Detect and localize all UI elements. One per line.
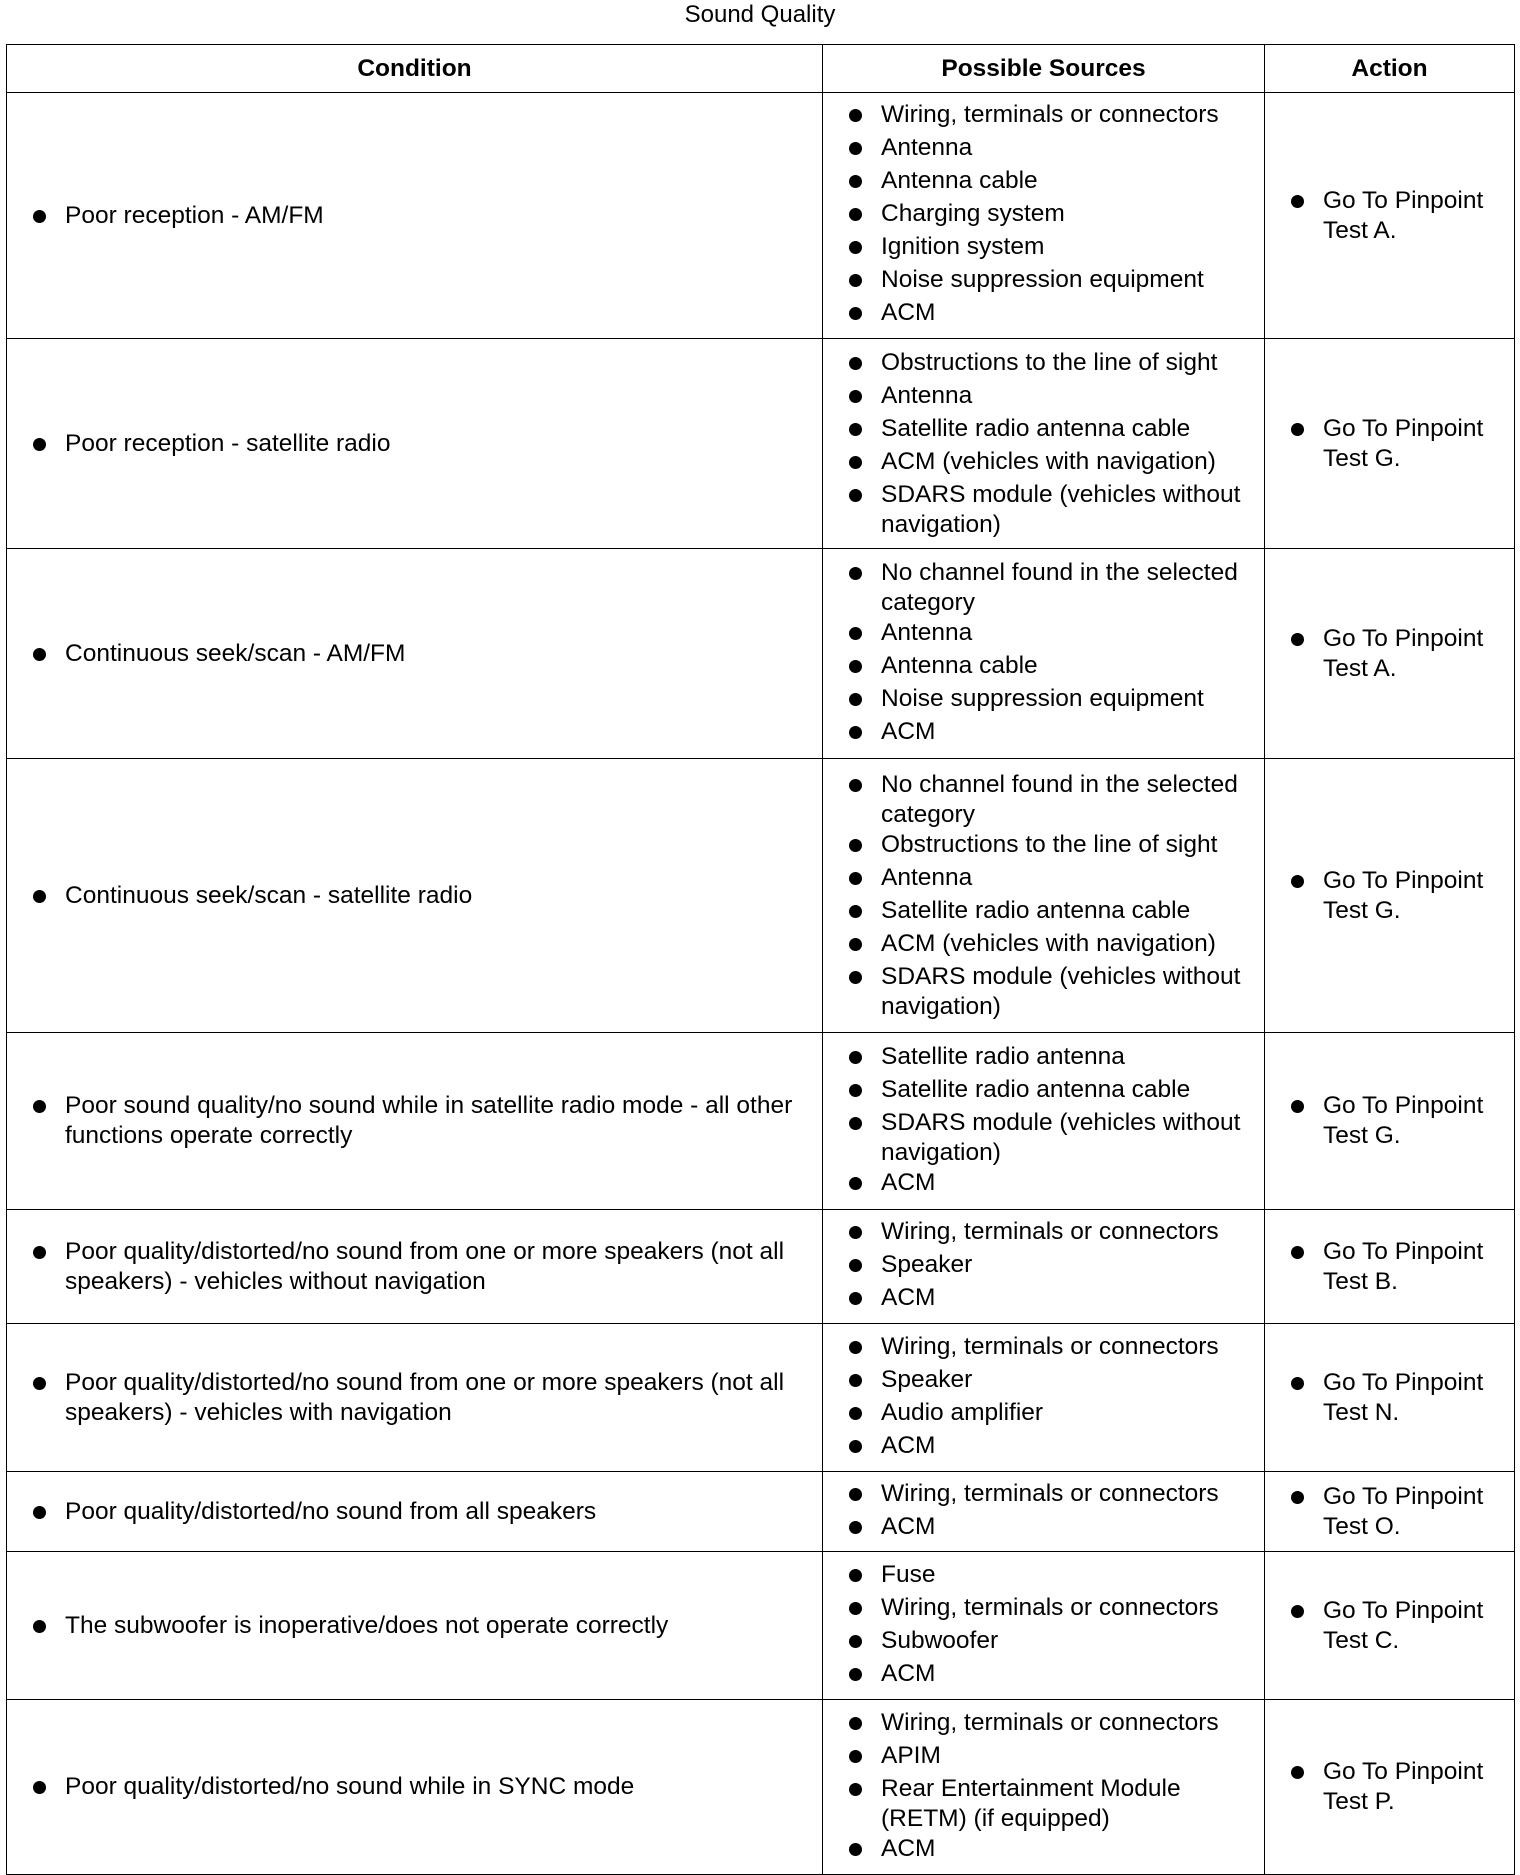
sources-list [881,558,1256,750]
source-item: Speaker [881,1365,1256,1398]
action-cell [1265,759,1515,1033]
sources-list [881,1217,1256,1316]
condition-cell [7,1552,823,1700]
table-row [7,1210,1515,1324]
source-item: Wiring, terminals or connectors [881,100,1256,133]
action-cell [1265,1700,1515,1875]
header-action: Action [1265,45,1515,93]
header-condition: Condition [7,45,823,93]
source-item: ACM [881,1512,1256,1545]
action-cell [1265,339,1515,549]
sources-list [881,1042,1256,1201]
condition-cell [7,1700,823,1875]
condition-text: The subwoofer is inoperative/does not operate correctly [65,1611,814,1641]
condition-cell [7,1033,823,1210]
sources-list [881,770,1256,1022]
condition-text: Continuous seek/scan - satellite radio [65,881,814,911]
condition-cell [7,1210,823,1324]
source-item: ACM [881,1834,1256,1867]
source-item: Noise suppression equipment [881,265,1256,298]
source-item: Noise suppression equipment [881,684,1256,717]
action-text: Go To Pinpoint Test B. [1323,1237,1506,1297]
table-row [7,1033,1515,1210]
sources-list [881,1332,1256,1464]
source-item: Antenna [881,133,1256,166]
action-text: Go To Pinpoint Test A. [1323,186,1506,246]
source-item: Antenna [881,863,1256,896]
sources-cell [823,1552,1265,1700]
source-item: Wiring, terminals or connectors [881,1217,1256,1250]
source-item: APIM [881,1741,1256,1774]
action-cell [1265,93,1515,339]
table-row [7,93,1515,339]
action-cell [1265,1552,1515,1700]
source-item: No channel found in the selected category [881,558,1256,618]
action-cell [1265,1324,1515,1472]
action-text: Go To Pinpoint Test G. [1323,1091,1506,1151]
condition-cell [7,93,823,339]
condition-cell [7,1324,823,1472]
sources-cell [823,549,1265,759]
sources-cell [823,339,1265,549]
table-row [7,1700,1515,1875]
source-item: No channel found in the selected category [881,770,1256,830]
source-item: Satellite radio antenna [881,1042,1256,1075]
source-item: SDARS module (vehicles without navigation) [881,1108,1256,1168]
source-item: ACM [881,1659,1256,1692]
sources-cell [823,93,1265,339]
source-item: SDARS module (vehicles without navigation) [881,962,1256,1022]
table-row [7,1552,1515,1700]
page-title-text: Sound Quality [684,1,836,28]
sources-cell [823,1324,1265,1472]
source-item: Antenna cable [881,651,1256,684]
source-item: Satellite radio antenna cable [881,414,1256,447]
condition-text: Poor quality/distorted/no sound while in SYNC mode [65,1772,814,1802]
sources-list [881,1708,1256,1867]
action-text: Go To Pinpoint Test O. [1323,1482,1506,1542]
header-row [7,45,1515,93]
action-text: Go To Pinpoint Test N. [1323,1368,1506,1428]
source-item: Obstructions to the line of sight [881,348,1256,381]
source-item: Rear Entertainment Module (RETM) (if equipped) [881,1774,1256,1834]
source-item: Subwoofer [881,1626,1256,1659]
table-row [7,1472,1515,1552]
table-row [7,549,1515,759]
table-row [7,1324,1515,1472]
sources-cell [823,1472,1265,1552]
condition-cell [7,759,823,1033]
source-item: Wiring, terminals or connectors [881,1332,1256,1365]
source-item: ACM (vehicles with navigation) [881,929,1256,962]
condition-text: Poor reception - AM/FM [65,201,814,231]
source-item: Wiring, terminals or connectors [881,1708,1256,1741]
action-cell [1265,1033,1515,1210]
source-item: SDARS module (vehicles without navigation) [881,480,1256,540]
condition-cell [7,549,823,759]
condition-cell [7,1472,823,1552]
source-item: ACM [881,1168,1256,1201]
condition-text: Poor sound quality/no sound while in satellite radio mode - all other functions operate correctly [65,1091,814,1151]
source-item: ACM [881,717,1256,750]
condition-text: Poor quality/distorted/no sound from one or more speakers (not all speakers) - vehicles with navigation [65,1368,814,1428]
source-item: Antenna [881,618,1256,651]
condition-cell [7,339,823,549]
action-text: Go To Pinpoint Test C. [1323,1596,1506,1656]
table-row [7,339,1515,549]
action-cell [1265,1472,1515,1552]
source-item: Charging system [881,199,1256,232]
source-item: ACM [881,298,1256,331]
sources-list [881,1479,1256,1545]
action-text: Go To Pinpoint Test G. [1323,414,1506,474]
source-item: ACM [881,1431,1256,1464]
action-text: Go To Pinpoint Test G. [1323,866,1506,926]
sources-list [881,100,1256,331]
action-cell [1265,549,1515,759]
sources-list [881,1560,1256,1692]
source-item: Fuse [881,1560,1256,1593]
sources-cell [823,1033,1265,1210]
source-item: Satellite radio antenna cable [881,1075,1256,1108]
sources-cell [823,759,1265,1033]
action-text: Go To Pinpoint Test A. [1323,624,1506,684]
sound-quality-table [6,44,1515,1875]
header-possible-sources: Possible Sources [823,45,1265,93]
table-row [7,759,1515,1033]
sources-list [881,348,1256,540]
condition-text: Poor quality/distorted/no sound from all speakers [65,1497,814,1527]
source-item: Audio amplifier [881,1398,1256,1431]
source-item: Antenna [881,381,1256,414]
source-item: Satellite radio antenna cable [881,896,1256,929]
source-item: Antenna cable [881,166,1256,199]
action-cell [1265,1210,1515,1324]
page-title [0,0,1520,44]
condition-text: Poor quality/distorted/no sound from one or more speakers (not all speakers) - vehicles without navigation [65,1237,814,1297]
source-item: Ignition system [881,232,1256,265]
condition-text: Continuous seek/scan - AM/FM [65,639,814,669]
sources-cell [823,1700,1265,1875]
source-item: Obstructions to the line of sight [881,830,1256,863]
sources-cell [823,1210,1265,1324]
source-item: Wiring, terminals or connectors [881,1593,1256,1626]
action-text: Go To Pinpoint Test P. [1323,1757,1506,1817]
source-item: Speaker [881,1250,1256,1283]
source-item: ACM [881,1283,1256,1316]
source-item: ACM (vehicles with navigation) [881,447,1256,480]
source-item: Wiring, terminals or connectors [881,1479,1256,1512]
condition-text: Poor reception - satellite radio [65,429,814,459]
